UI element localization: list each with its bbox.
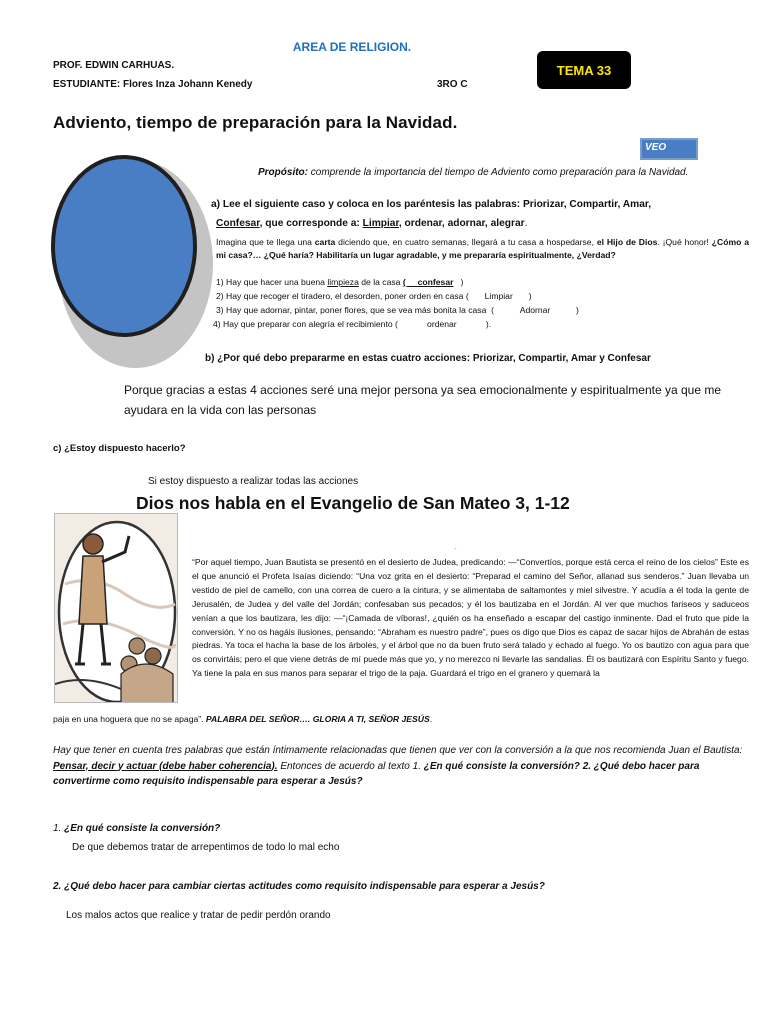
item-2-answer: Limpiar [484,291,513,301]
question-1-text: ¿En qué consiste la conversión? [64,823,221,834]
item-3-pre: 3) Hay que adornar, pintar, poner flores, que se vea más bonita la casa ( [216,305,495,315]
reflection-key-words: Pensar, decir y actuar (debe haber coherencia). [53,760,278,772]
stray-dot: . [455,545,457,551]
question-a-dot: . [524,218,528,229]
gospel-paragraph: “Por aquel tiempo, Juan Bautista se presentó en el desierto de Judea, predicando: —“Convertíos, porque está cerca el reino de los cielos” Este es el que anunció el Profeta Isaías diciendo: “Una voz grita en el desierto: “Preparad el camino del Señor, allanad sus senderos.” Juan llevaba un vestido de piel de camello, con una correa de cuero a la cintura, y se alimentaba de saltamontes y miel silvestre. Y acudía a él toda la gente de Jerusalén, de Judea y del valle del Jordán; confesaban sus pecados; y él los bautizaba en el Jordán. Al ver que muchos fariseos y saduceos venían a que los bautizara, les dijo: —“¡Camada de víboras!, ¿quién os ha enseñado a escapar del castigo inminente. Dad el fruto que pide la conversión. Y no os hagáis ilusiones, pensando: “Abraham es nuestro padre”, pues os digo que Dios es capaz de sacar hijos de Abrahán de estas piedras. Ya toca el hacha la base de los árboles, y el árbol que no da buen fruto será talado y echado al fuego. Yo os bautizo con agua para que os convirtáis; pero el que viene detrás de mí puede más que yo, y no merezco ni llevarle las sandalias. Él os bautizará con Espíritu Santo y fuego. Ya tiene la pala en sus manos para separar el trigo de la paja. Guardará el trigo en el granero y quemará la [192,557,749,679]
john-baptist-drawing-icon [55,514,178,703]
purpose-text: comprende la importancia del tiempo de Adviento como preparación para la Navidad. [308,167,689,178]
gospel-acclamation: PALABRA DEL SEÑOR…. GLORIA A TI, SEÑOR JESÚS [205,714,430,724]
item-4-answer: ordenar [427,319,457,329]
item-1-key: limpieza [327,277,359,287]
professor-label: PROF. EDWIN CARHUAS. [53,60,175,71]
case-bold-question: ¿Cómo a mi casa?… ¿Qué haría? Habilitaría un lugar agradable, y me prepararía espiritualmente, ¿Verdad? [216,237,750,261]
reflection-paragraph [53,743,749,790]
item-1-pre: 1) Hay que hacer una buena [216,277,328,287]
list-item-4 [213,319,491,329]
gospel-last-text: paja en una hoguera que no se apaga”. [53,714,206,724]
list-item-3 [216,305,579,315]
item-3-post: ) [576,305,579,315]
area-title: AREA DE RELIGION. [292,40,412,54]
case-text-3: . ¡Qué honor! [657,237,712,247]
question-c: c) ¿Estoy dispuesto hacerlo? [53,443,186,454]
question-a-end: , ordenar, adornar, alegrar [398,218,525,229]
question-1 [53,823,220,834]
john-baptist-illustration [54,513,178,703]
question-a-line1: a) Lee el siguiente caso y coloca en los paréntesis las palabras: Priorizar, Compartir, Amar, [211,199,652,210]
answer-2: Los malos actos que realice y tratar de pedir perdón orando [66,910,331,921]
case-bold-hijo: el Hijo de Dios [596,237,658,247]
reflection-text-1: Hay que tener en cuenta tres palabras que están íntimamente relacionadas que tienen que ver con la conversión a la que nos recomienda Juan el Bautista: [53,745,743,756]
list-item-2 [216,291,532,301]
case-text-2: diciendo que, en cuatro semanas, llegará a tu casa a hospedarse, [335,237,597,247]
case-bold-carta: carta [314,237,336,247]
purpose-label: Propósito: [258,167,308,178]
question-a-line2 [216,218,527,229]
reflection-questions: ¿En qué consiste la conversión? 2. ¿Qué debo hacer para convertirme como requisito indispensable para esperar a Jesús? [53,760,700,787]
question-1-number: 1. [53,823,65,834]
case-text-1: Imagina que te llega una [216,237,315,247]
reflection-text-2: Entonces de acuerdo al texto 1. [277,760,424,772]
item-2-pre: 2) Hay que recoger el tiradero, el desorden, poner orden en casa ( [216,291,469,301]
answer-1: De que debemos tratar de arrepentimos de todo lo mal echo [72,842,340,853]
item-1-mid: de la casa [358,277,403,287]
purpose-line [258,167,688,178]
item-4-post: ). [485,319,492,329]
answer-b: Porque gracias a estas 4 acciones seré una mejor persona ya sea emocionalmente y espiritualmente ya que me ayudara en la vida con las personas [124,383,721,417]
item-3-answer: Adornar [519,305,551,315]
word-limpiar: Limpiar [362,218,399,229]
item-2-post: ) [528,291,532,301]
page-title: Adviento, tiempo de preparación para la Navidad. [53,113,458,132]
list-item-1: 1) Hay que hacer una buena limpieza de la casa ( confesar ) [216,277,464,287]
answer-c: Si estoy dispuesto a realizar todas las acciones [148,476,359,487]
gospel-last-dot: . [429,714,433,724]
tema-badge: TEMA 33 [537,51,631,89]
item-1-post: ) [453,277,464,287]
veo-box: VEO [640,138,698,160]
student-label: ESTUDIANTE: Flores Inza Johann Kenedy [53,79,253,90]
case-paragraph [216,236,749,262]
gospel-last-line [53,714,432,724]
item-4-pre: 4) Hay que preparar con alegría el recibimiento ( [213,319,398,329]
question-2: 2. ¿Qué debo hacer para cambiar ciertas actitudes como requisito indispensable para esperar a Jesús? [53,881,545,892]
word-confesar: Confesar [216,218,260,229]
gospel-title: Dios nos habla en el Evangelio de San Mateo 3, 1-12 [136,493,570,513]
question-a-mid: , que corresponde a: [259,218,363,229]
blue-oval-shape [51,155,197,337]
question-b: b) ¿Por qué debo prepararme en estas cuatro acciones: Priorizar, Compartir, Amar y Confesar [205,353,651,364]
item-1-answer: confesar [417,277,454,287]
grade-label: 3RO C [437,79,468,90]
